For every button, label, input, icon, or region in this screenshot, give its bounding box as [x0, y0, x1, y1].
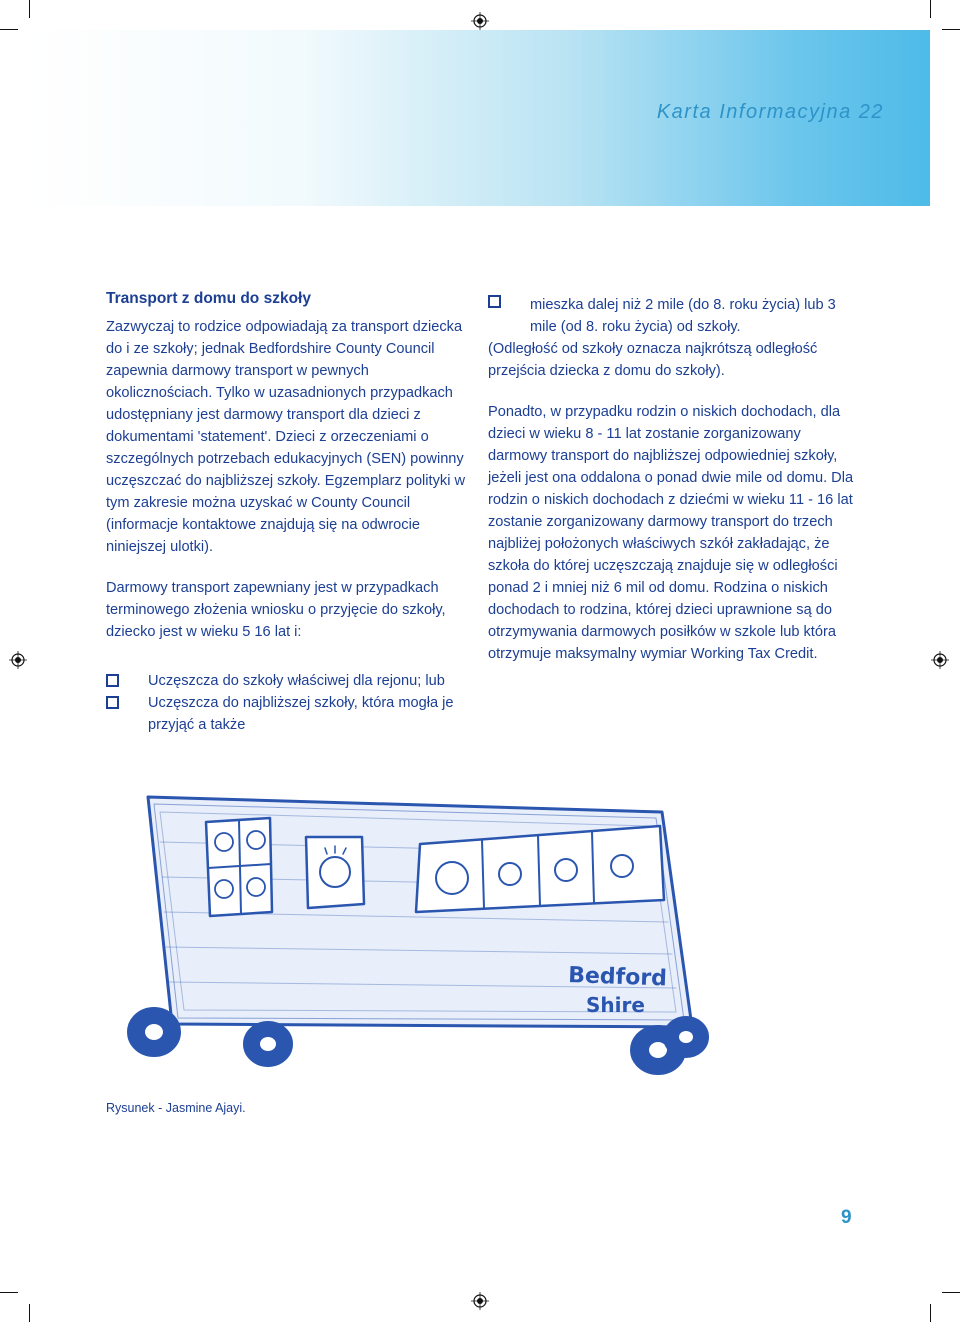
- list-item-text: Uczęszcza do najbliższej szkoły, która mogła je przyjąć a także: [148, 695, 454, 733]
- list-item-text: mieszka dalej niż 2 mile (do 8. roku życia) lub 3 mile (od 8. roku życia) od szkoły.: [530, 297, 836, 335]
- bus-drawing: [120, 782, 710, 1090]
- crop-mark: [930, 1304, 931, 1322]
- crop-mark: [0, 29, 18, 30]
- paragraph: Zazwyczaj to rodzice odpowiadają za transport dziecka do i ze szkoły; jednak Bedfordshire County Council zapewnia darmowy transport w pewnych okolicznościach. Tylko w uzasadnionych przypadkach udostępniany jest darmowy transport dla dzieci z dokumentami 'statement'. Dzieci z orzeczeniami o szczególnych potrzebach edukacyjnych (SEN) powinny uczęszczać do najbliższej szkoły. Egzemplarz polityki w tym zakresie można uzyskać w County Council (informacje kontaktowe znajdują się na odwrocie niniejszej ulotki).: [106, 319, 466, 555]
- checkbox-square-icon: [106, 696, 119, 709]
- section-heading: Transport z domu do szkoły: [106, 290, 311, 307]
- registration-mark-icon: [471, 12, 489, 30]
- registration-mark-icon: [931, 651, 949, 669]
- list-item: [106, 692, 476, 736]
- registration-mark-icon: [471, 1292, 489, 1310]
- crop-mark: [29, 0, 30, 18]
- list-item: [488, 294, 858, 338]
- page-number: 9: [841, 1207, 852, 1228]
- list-item-text: Uczęszcza do szkoły właściwej dla rejonu; lub: [148, 673, 445, 689]
- note-text: (Odległość od szkoły oznacza najkrótszą odległość przejścia dziecka z domu do szkoły).: [488, 341, 818, 379]
- crop-mark: [942, 29, 960, 30]
- bus-label-line2: Shire: [586, 993, 645, 1017]
- crop-mark: [29, 1304, 30, 1322]
- bus-label-line1: Bedford: [567, 963, 668, 992]
- crop-mark: [0, 1292, 18, 1293]
- crop-mark: [930, 0, 931, 18]
- right-column: [488, 294, 858, 665]
- checkbox-square-icon: [106, 674, 119, 687]
- list-item: [106, 670, 476, 692]
- registration-mark-icon: [9, 651, 27, 669]
- left-column: [106, 288, 476, 736]
- drawing-caption: Rysunek - Jasmine Ajayi.: [106, 1101, 246, 1115]
- paragraph: Darmowy transport zapewniany jest w przypadkach terminowego złożenia wniosku o przyjęcie do szkoły, dziecko jest w wieku 5 16 lat i:: [106, 580, 446, 640]
- checkbox-square-icon: [488, 295, 501, 308]
- page-title: Karta Informacyjna 22: [656, 101, 884, 123]
- bullet-list: [106, 670, 476, 736]
- crop-mark: [942, 1292, 960, 1293]
- paragraph: Ponadto, w przypadku rodzin o niskich dochodach, dla dzieci w wieku 8 - 11 lat zostanie zorganizowany darmowy transport do najbliższej odpowiedniej szkoły, jeżeli jest ona oddalona o ponad dwie mile od domu. Dla rodzin o niskich dochodach z dziećmi w wieku 11 - 16 lat zostanie zorganizowany darmowy transport do trzech najbliżej położonych właściwych szkół zakładając, że szkoła do której uczęszczają znajduje się w odległości ponad 2 i mniej niż 6 mil od domu. Rodzina o niskich dochodach to rodzina, której dzieci uprawnione są do otrzymywania darmowych posiłków w szkole lub która otrzymuje maksymalny wymiar Working Tax Credit.: [488, 404, 854, 662]
